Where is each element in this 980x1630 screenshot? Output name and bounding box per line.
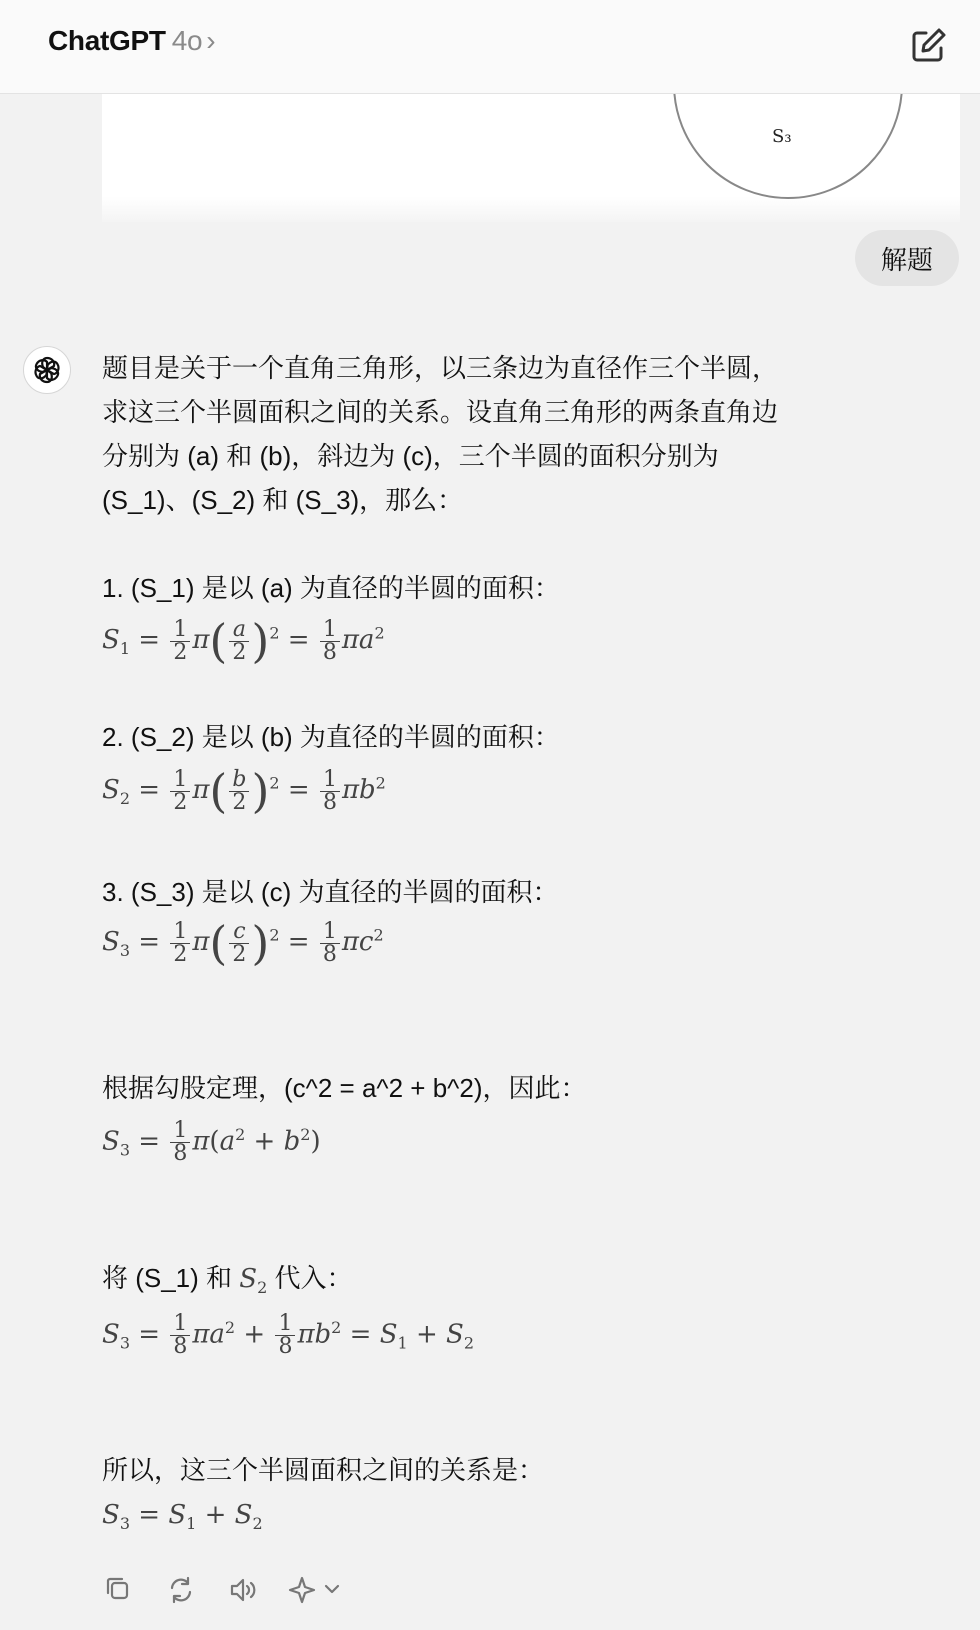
model-name: 4o [171, 25, 203, 56]
answer-intro-line-4: (S_1)、(S_2) 和 (S_3)，那么： [102, 485, 464, 515]
openai-logo-icon [31, 354, 63, 386]
top-bar [0, 0, 980, 94]
sparkle-icon[interactable] [288, 1573, 348, 1607]
formula-s3-expanded: $S_3$ = $\frac{1}{8}$ $\pi(a^2 + b^2)$ [102, 1118, 321, 1166]
regenerate-icon[interactable] [164, 1573, 198, 1607]
answer-intro-line-1: 题目是关于一个直角三角形，以三条边为直径作三个半圆， [102, 353, 779, 383]
formula-s2: $S_2$ = $\frac{1}{2}$ π( $\frac{b}{2}$ )$^2$ = $\frac{1}{8}$ $\pi b^2$ [102, 764, 386, 818]
assistant-avatar [23, 346, 71, 394]
uploaded-image[interactable] [102, 94, 960, 222]
formula-final: $S_3 = S_1 + S_2$ [102, 1500, 263, 1534]
answer-intro-line-2: 求这三个半圆面积之间的关系。设直角三角形的两条直角边 [102, 397, 779, 427]
substitute-suffix: 代入： [274, 1263, 353, 1293]
substitute-text: 将 (S_1) 和 $S_2$ 代入： [102, 1263, 353, 1298]
conclusion-text: 所以，这三个半圆面积之间的关系是： [102, 1455, 545, 1485]
model-selector[interactable] [48, 25, 215, 57]
formula-s1: $S_1$ = $\frac{1}{2}$ π( $\frac{a}{2}$ )$^2$ = $\frac{1}{8}$ $\pi a^2$ [102, 614, 385, 668]
copy-icon[interactable] [102, 1573, 136, 1607]
diagram-label-s3: S₃ [772, 126, 792, 147]
list-item-2: 2. (S_2) 是以 (b) 为直径的半圆的面积： [102, 722, 560, 752]
user-message-text: 解题 [880, 244, 933, 275]
pythagoras-text: 根据勾股定理，(c^2 = a^2 + b^2)，因此： [102, 1073, 587, 1103]
substitute-prefix: 将 (S_1) 和 [102, 1263, 233, 1293]
chevron-right-icon: › [206, 25, 216, 56]
list-item-3: 3. (S_3) 是以 (c) 为直径的半圆的面积： [102, 877, 559, 907]
semicircle-diagram [102, 94, 960, 222]
list-item-1: 1. (S_1) 是以 (a) 为直径的半圆的面积： [102, 573, 560, 603]
formula-s3: $S_3$ = $\frac{1}{2}$ π( $\frac{c}{2}$ )$^2$ = $\frac{1}{8}$ $\pi c^2$ [102, 916, 384, 970]
answer-intro-line-3: 分别为 (a) 和 (b)，斜边为 (c)，三个半圆的面积分别为 [102, 441, 719, 471]
formula-s3-sum: $S_3$ = $\frac{1}{8}$ $\pi a^2$ + $\frac{1}{8}$ $\pi b^2 = S_1 + S_2$ [102, 1311, 475, 1359]
read-aloud-icon[interactable] [226, 1573, 260, 1607]
user-message-bubble [855, 230, 959, 286]
app-title: ChatGPT [48, 25, 166, 56]
new-chat-icon[interactable] [906, 24, 950, 68]
